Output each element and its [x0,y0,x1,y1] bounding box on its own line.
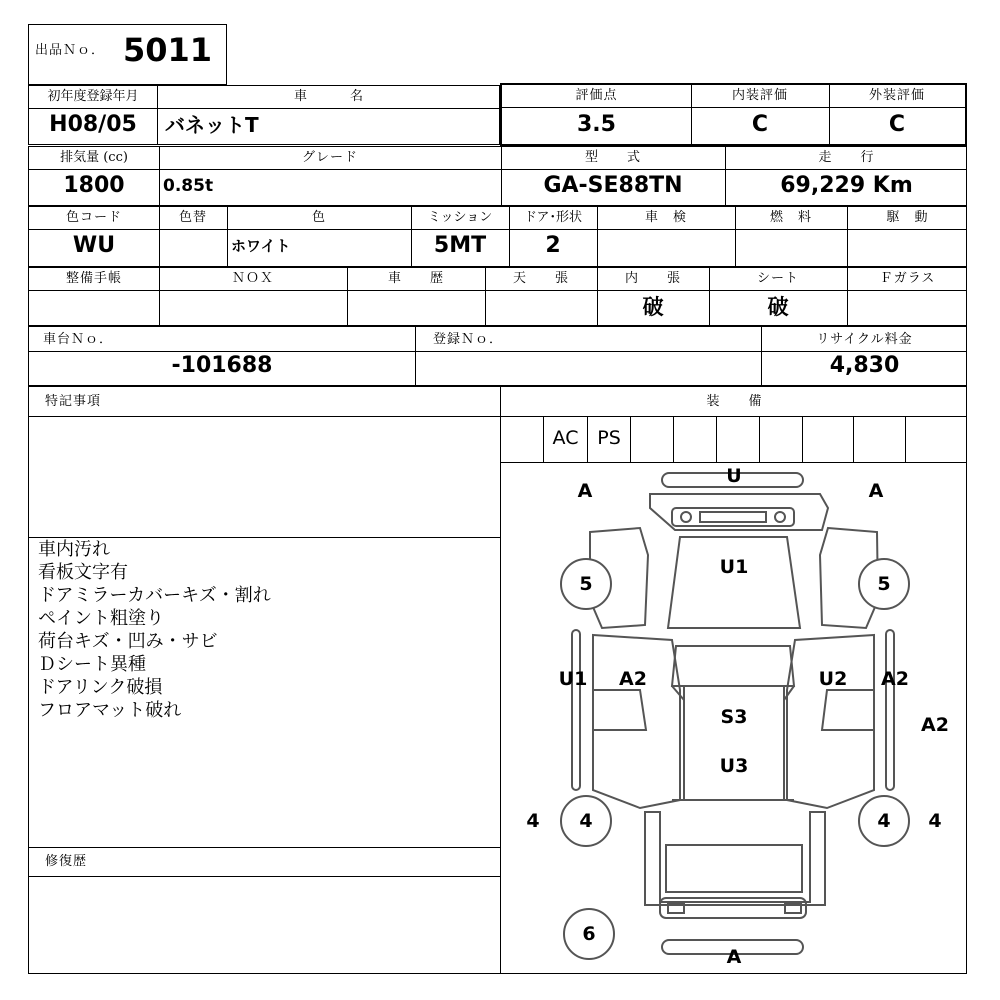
color-code-value: WU [72,233,116,258]
grade-value: 0.85t [163,176,214,196]
row2 [28,146,967,206]
first-registration-value: H08/05 [49,112,137,137]
row1-left [28,85,500,145]
color-label: 色 [311,210,326,225]
row1-right [500,83,967,146]
drive-label: 駆 動 [886,210,929,225]
nox-label: ＮＯＸ [231,271,274,286]
recycle-fee-value: 4,830 [829,353,900,378]
lot-number-label: 出品Ｎｏ． [35,43,106,58]
front-glass-label: Ｆガラス [879,271,936,286]
remark-line: Ｄシート異種 [38,654,146,675]
remark-line: ドアリンク破損 [38,677,163,698]
exterior-grade-value: C [888,112,906,137]
evaluation-score-value: 3.5 [577,112,616,137]
mission-value: 5MT [433,233,487,258]
exterior-grade-label: 外装評価 [868,88,925,103]
vehicle-history-label: 車 歴 [387,271,444,286]
equipment-cell [674,416,717,462]
displacement-value: 1800 [63,173,125,198]
diagram-code-rear-right-outer: 4 [928,810,942,832]
chassis-number-label: 車台Ｎｏ． [43,332,114,347]
equipment-cell [760,416,803,462]
color-code-label: 色コード [65,210,122,225]
fuel-value [735,231,847,261]
remark-line: ペイント粗塗り [38,608,164,629]
diagram-code-top-center: U [726,465,742,487]
equipment-cell [906,416,966,462]
inspection-label: 車 検 [644,210,687,225]
color-value: ホワイト [231,237,291,255]
door-shape-value: 2 [545,233,561,258]
remark-line: 車内汚れ [38,539,110,560]
row3 [28,206,967,267]
interior-grade-value: C [751,112,769,137]
mission-label: ミッション [427,210,493,225]
front-left-wheel-code: 5 [560,558,612,610]
diagram-code-hood: U1 [719,556,749,578]
equipment-cell [854,416,906,462]
interior-trim-value: 破 [642,295,664,319]
equipment-label: 装 備 [706,394,763,409]
diagram-code-top-left: A [577,480,593,502]
rear-left-wheel-code: 4 [560,795,612,847]
maintenance-record-label: 整備手帳 [65,271,122,286]
seat-label: シート [756,271,799,286]
equipment-cell [501,416,544,462]
interior-trim-label: 内 張 [624,271,681,286]
seat-value: 破 [767,295,789,319]
diagram-code-left-a2: A2 [619,668,647,690]
inspection-value [597,231,735,261]
first-registration-label: 初年度登録年月 [47,89,139,104]
diagram-code-left-u1: U1 [558,668,588,690]
remark-line: 荷台キズ・凹み・サビ [38,631,218,652]
car-name-value: バネットT [165,113,259,137]
drive-value [847,231,968,261]
remark-line: フロアマット破れ [38,700,182,721]
diagram-code-rear-left-outer: 4 [526,810,540,832]
color-change-label: 色替 [178,210,207,225]
headliner-label: 天 張 [512,271,569,286]
diagram-code-bed-u3: U3 [719,755,749,777]
remark-line: 看板文字有 [38,562,128,583]
lot-number-box [28,24,227,85]
diagram-code-right-u2: U2 [818,668,848,690]
diagram-code-far-right-a2: A2 [921,714,949,736]
interior-grade-label: 内装評価 [731,88,788,103]
equipment-cell [717,416,760,462]
equipment-cell [803,416,854,462]
rear-right-wheel-code: 4 [858,795,910,847]
lot-number-value: 5011 [123,31,213,69]
diagram-code-bed-s3: S3 [720,706,748,728]
remark-line: ドアミラーカバーキズ・割れ [38,585,271,606]
diagram-code-top-right: A [868,480,884,502]
evaluation-score-label: 評価点 [575,88,618,103]
equipment-cell [631,416,674,462]
mileage-label: 走 行 [818,150,875,165]
color-change-value [159,231,227,261]
mileage-value: 69,229 Km [780,173,913,198]
row4 [28,267,967,326]
model-code-label: 型 式 [584,150,641,165]
remarks-label: 特記事項 [45,394,102,409]
grade-label: グレード [301,150,358,165]
diagram-code-bottom: A [726,946,742,968]
equipment-cell-ps: PS [588,416,631,462]
recycle-fee-label: リサイクル料金 [816,332,913,347]
displacement-label: 排気量 (cc) [60,150,128,165]
diagram-code-right-a2: A2 [881,668,909,690]
repair-history-label: 修復歴 [45,854,88,869]
row5 [28,326,967,386]
spare-tire-code: 6 [563,908,615,960]
model-code-value: GA-SE88TN [543,173,683,198]
fuel-label: 燃 料 [769,210,812,225]
chassis-number-value: -101688 [171,353,273,378]
registration-number-label: 登録Ｎｏ． [433,332,504,347]
car-name-label: 車 名 [293,89,364,104]
remarks-list [38,538,271,722]
door-shape-label: ドア･形状 [523,210,583,225]
equipment-cell-ac: AC [544,416,588,462]
front-right-wheel-code: 5 [858,558,910,610]
